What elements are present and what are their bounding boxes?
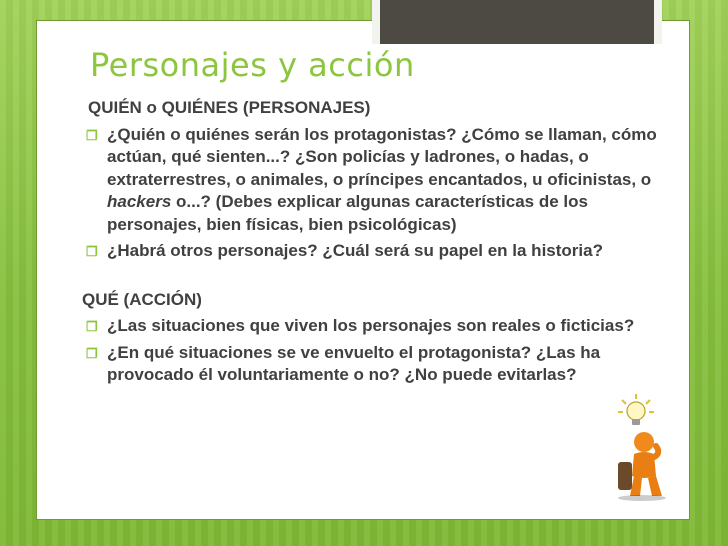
lightbulb-icon [618, 394, 654, 425]
section-heading-personajes: QUIÉN o QUIÉNES (PERSONAJES) [88, 98, 371, 117]
bullet-text: ¿Las situaciones que viven los personajes son reales o ficticias? [107, 316, 635, 335]
list-item [88, 342, 660, 387]
section-heading-accion: QUÉ (ACCIÓN) [82, 289, 202, 309]
slide-title: Personajes y acción [90, 46, 415, 84]
bullet-text: ¿En qué situaciones se ve envuelto el protagonista? ¿Las ha provocado él voluntariamente o no? ¿No puede evitarlas? [107, 342, 601, 384]
bullet-icon: ❐ [86, 127, 98, 143]
list-item [88, 240, 660, 263]
bullet-icon: ❐ [86, 244, 98, 259]
thinking-person-figure [618, 432, 666, 501]
thinking-person-with-lightbulb-icon [612, 392, 672, 502]
bullet-text-part: ¿Quién o quiénes serán los protagonistas? ¿Cómo se llaman, cómo actúan, qué sienten...? ¿Son policías y ladrones, o hadas, o extraterrestres, o animales, o príncipes encantados, u oficinistas, o [107, 124, 657, 189]
top-photo-strip [372, 0, 662, 44]
bullet-text: ¿Habrá otros personajes? ¿Cuál será su papel en la historia? [107, 241, 603, 260]
bullet-text-part: o...? (Debes explicar algunas características de los personajes, bien físicas, bien psicológicas) [107, 192, 588, 234]
slide-content [82, 97, 660, 387]
bullet-list-accion [88, 315, 660, 387]
bullet-icon: ❐ [86, 319, 98, 334]
bullet-icon: ❐ [86, 345, 98, 361]
bullet-list-personajes [88, 124, 660, 263]
bullet-text-emphasis: hackers [107, 192, 172, 211]
list-item [88, 124, 660, 237]
list-item [88, 315, 660, 338]
